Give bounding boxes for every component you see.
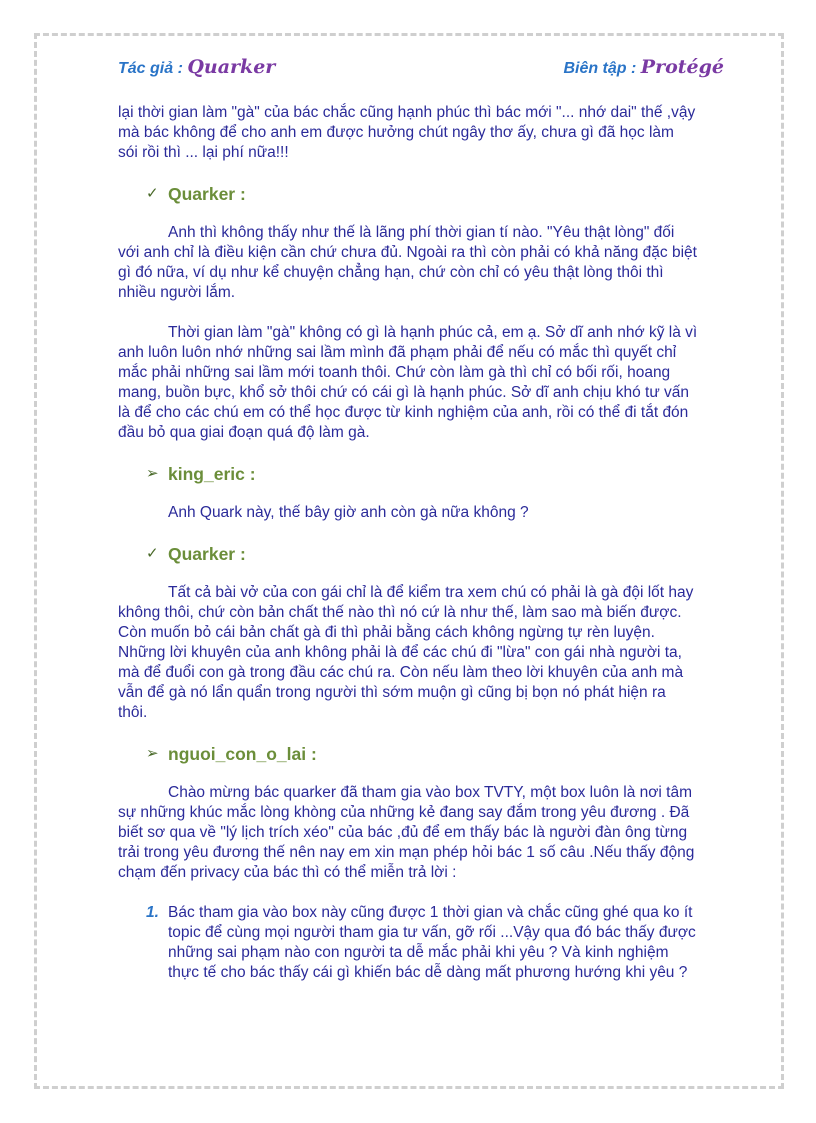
numbered-item — [146, 903, 698, 983]
page-header — [118, 56, 724, 82]
author-label: Tác giả : — [118, 60, 188, 77]
speaker-name: Quarker : — [168, 184, 246, 204]
paragraph: Chào mừng bác quarker đã tham gia vào box TVTY, một box luôn là nơi tâm sự những khúc mắc lòng khòng của những kẻ đang say đắm trong yêu đương . Đã biết sơ qua về "lý lịch trích xéo" của bác ,đủ để em thấy bác là người đàn ông từng trải trong yêu đương thế nên nay em xin mạn phép hỏi bác 1 số câu .Nếu thấy động chạm đến privacy của bác thì có thể miễn trả lời : — [118, 784, 695, 881]
speaker-name: nguoi_con_o_lai : — [168, 744, 317, 764]
editor-credit — [563, 56, 724, 78]
arrowhead-icon: ➢ — [146, 465, 159, 482]
speaker-heading — [146, 463, 698, 485]
speaker-name: king_eric : — [168, 464, 256, 484]
author-credit — [118, 56, 275, 78]
speaker-heading — [146, 743, 698, 765]
arrowhead-icon: ➢ — [146, 745, 159, 762]
author-name: Quarker — [187, 56, 276, 78]
paragraph: Tất cả bài vở của con gái chỉ là để kiểm tra xem chú có phải là gà đội lốt hay không thôi, chứ còn bản chất thế nào thì nó cứ là như thế, làm sao mà biến được. Còn muốn bỏ cái bản chất gà đi thì phải bằng cách không ngừng tự rèn luyện. Những lời khuyên của anh không phải là để các chú đi "lừa" con gái nhà người ta, mà để đuổi con gà trong đầu các chú ra. Còn nếu làm theo lời khuyên của anh mà vẫn để gà nó lẩn quẩn trong người thì sớm muộn gì cũng bị bọn nó phát hiện ra thôi. — [118, 584, 694, 721]
item-text: Bác tham gia vào box này cũng được 1 thời gian và chắc cũng ghé qua ko ít topic để cùng mọi người tham gia tư vấn, gỡ rối ...Vậy qua đó bác thấy được những sai phạm nào con người ta dễ mắc phải khi yêu ? Và kinh nghiệm thực tế cho bác thấy cái gì khiến bác dễ dàng mất phương hướng khi yêu ? — [168, 904, 696, 981]
speaker-heading — [146, 183, 698, 205]
editor-name: Protégé — [640, 56, 724, 78]
editor-label: Biên tập : — [563, 60, 641, 77]
paragraph: lại thời gian làm "gà" của bác chắc cũng hạnh phúc thì bác mới "... nhớ dai" thế ,vậy mà bác không để cho anh em được hưởng chút ngây thơ ấy, chưa gì đã học làm sói rồi thì ... lại phí nữa!!! — [118, 104, 696, 161]
checkmark-icon: ✓ — [146, 545, 159, 562]
speaker-name: Quarker : — [168, 544, 246, 564]
speaker-heading — [146, 543, 698, 565]
document-body — [118, 103, 698, 983]
paragraph: Thời gian làm "gà" không có gì là hạnh phúc cả, em ạ. Sở dĩ anh nhớ kỹ là vì anh luôn luôn nhớ những sai lầm mình đã phạm phải để nếu có mắc thì quyết chỉ mắc phải những sai lầm mới toanh thôi. Chứ còn làm gà thì chỉ có bối rối, hoang mang, buồn bực, khổ sở thôi chứ có cái gì là hạnh phúc. Sở dĩ anh chịu khó tư vấn là để cho các chú em có thể học được từ kinh nghiệm của anh, rồi có thể đi tắt đón đầu bỏ qua giai đoạn quá độ làm gà. — [118, 324, 698, 441]
item-number: 1. — [146, 904, 159, 921]
paragraph: Anh thì không thấy như thế là lãng phí thời gian tí nào. "Yêu thật lòng" đối với anh chỉ là điều kiện cần chứ chưa đủ. Ngoài ra thì còn phải có khả năng đặc biệt gì đó nữa, ví dụ như kể chuyện chẳng hạn, chứ còn chỉ có yêu thật lòng thôi thì nhiều người lắm. — [118, 224, 697, 301]
paragraph: Anh Quark này, thế bây giờ anh còn gà nữa không ? — [168, 504, 529, 521]
checkmark-icon: ✓ — [146, 185, 159, 202]
